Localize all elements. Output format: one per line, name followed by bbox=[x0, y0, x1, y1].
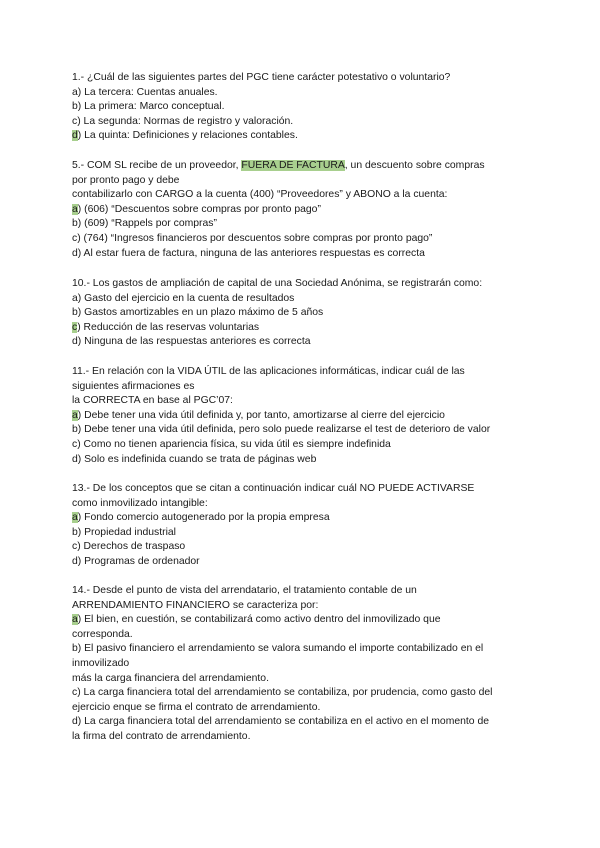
answer-option: c) Derechos de traspaso bbox=[72, 541, 186, 553]
answer-option-correct bbox=[72, 613, 532, 628]
answer-highlight: a bbox=[72, 512, 78, 524]
answer-highlight: a bbox=[72, 203, 78, 215]
answer-option: b) (609) “Rappels por compras” bbox=[72, 218, 217, 230]
question-10 bbox=[72, 277, 532, 350]
question-14 bbox=[72, 584, 532, 745]
question-text-part: , un descuento sobre compras bbox=[344, 160, 485, 171]
question-text: 11.- En relación con la VIDA ÚTIL de las aplicaciones informáticas, indicar cuál de las bbox=[72, 366, 465, 377]
answer-option: b) Debe tener una vida útil definida, pero solo puede realizarse el test de deterioro de valor bbox=[72, 424, 491, 436]
answer-option: d) La carga financiera total del arrendamiento se contabiliza en el activo en el momento de bbox=[72, 716, 490, 728]
answer-option-continuation: inmovilizado bbox=[72, 657, 130, 669]
question-11 bbox=[72, 365, 532, 467]
answer-option: d) Programas de ordenador bbox=[72, 555, 200, 567]
answer-option-correct bbox=[72, 511, 532, 526]
answer-option: d) Solo es indefinida cuando se trata de páginas web bbox=[72, 453, 317, 465]
question-text: por pronto pago y debe bbox=[72, 174, 180, 186]
question-text: 13.- De los conceptos que se citan a continuación indicar cuál NO PUEDE ACTIVARSE bbox=[72, 483, 475, 494]
answer-option-correct bbox=[72, 321, 532, 336]
answer-option: c) La carga financiera total del arrendamiento se contabiliza, por prudencia, como gasto del bbox=[72, 687, 493, 699]
answer-option-correct bbox=[72, 409, 532, 424]
answer-option: b) Gastos amortizables en un plazo máximo de 5 años bbox=[72, 307, 324, 319]
answer-text: ) La quinta: Definiciones y relaciones contables. bbox=[77, 130, 298, 142]
answer-option-continuation: más la carga financiera del arrendamiento. bbox=[72, 672, 269, 684]
answer-highlight: a bbox=[72, 614, 78, 626]
answer-option-correct bbox=[72, 129, 532, 144]
answer-option: b) El pasivo financiero el arrendamiento se valora sumando el importe contabilizado en el bbox=[72, 643, 484, 655]
answer-option: d) Ninguna de las respuestas anteriores es correcta bbox=[72, 336, 311, 348]
answer-text: ) El bien, en cuestión, se contabilizará como activo dentro del inmovilizado que bbox=[77, 614, 441, 626]
answer-text: ) (606) “Descuentos sobre compras por pronto pago” bbox=[77, 203, 321, 215]
question-1 bbox=[72, 71, 532, 144]
answer-option: a) La tercera: Cuentas anuales. bbox=[72, 86, 218, 98]
question-text: siguientes afirmaciones es bbox=[72, 380, 195, 392]
answer-option: c) La segunda: Normas de registro y valoración. bbox=[72, 115, 294, 127]
question-text bbox=[72, 159, 532, 174]
question-text: 10.- Los gastos de ampliación de capital de una Sociedad Anónima, se registrarán como: bbox=[72, 278, 483, 289]
answer-text: ) Debe tener una vida útil definida y, por tanto, amortizarse al cierre del ejercicio bbox=[77, 409, 445, 421]
answer-option-continuation: la firma del contrato de arrendamiento. bbox=[72, 730, 251, 742]
answer-option: b) Propiedad industrial bbox=[72, 526, 176, 538]
question-5 bbox=[72, 159, 532, 261]
question-13 bbox=[72, 482, 532, 570]
question-text: 1.- ¿Cuál de las siguientes partes del PGC tiene carácter potestativo o voluntario? bbox=[72, 72, 451, 83]
answer-text: ) Reducción de las reservas voluntarias bbox=[77, 321, 260, 333]
question-text: 14.- Desde el punto de vista del arrendatario, el tratamiento contable de un bbox=[72, 585, 417, 596]
answer-option: b) La primera: Marco conceptual. bbox=[72, 101, 225, 113]
question-text: como inmovilizado intangible: bbox=[72, 497, 208, 509]
question-text-part: 5.- COM SL recibe de un proveedor, bbox=[72, 160, 242, 171]
question-text: contabilizarlo con CARGO a la cuenta (400) “Proveedores” y ABONO a la cuenta: bbox=[72, 189, 448, 201]
answer-option-continuation: corresponda. bbox=[72, 628, 133, 640]
answer-option: c) (764) “Ingresos financieros por descuentos sobre compras por pronto pago” bbox=[72, 232, 433, 244]
text-highlight: FUERA DE FACTURA bbox=[241, 160, 345, 171]
answer-text: ) Fondo comercio autogenerado por la propia empresa bbox=[77, 512, 330, 524]
answer-option: a) Gasto del ejercicio en la cuenta de resultados bbox=[72, 292, 295, 304]
answer-option: d) Al estar fuera de factura, ninguna de las anteriores respuestas es correcta bbox=[72, 247, 425, 259]
answer-option-continuation: ejercicio enque se firma el contrato de arrendamiento. bbox=[72, 701, 321, 713]
answer-highlight: a bbox=[72, 409, 78, 421]
question-text: ARRENDAMIENTO FINANCIERO se caracteriza por: bbox=[72, 599, 319, 611]
answer-option-correct bbox=[72, 203, 532, 218]
answer-highlight: c bbox=[72, 321, 78, 333]
answer-highlight: d bbox=[72, 130, 78, 142]
answer-option: c) Como no tienen apariencia física, su vida útil es siempre indefinida bbox=[72, 438, 391, 450]
question-text: la CORRECTA en base al PGC’07: bbox=[72, 395, 233, 407]
